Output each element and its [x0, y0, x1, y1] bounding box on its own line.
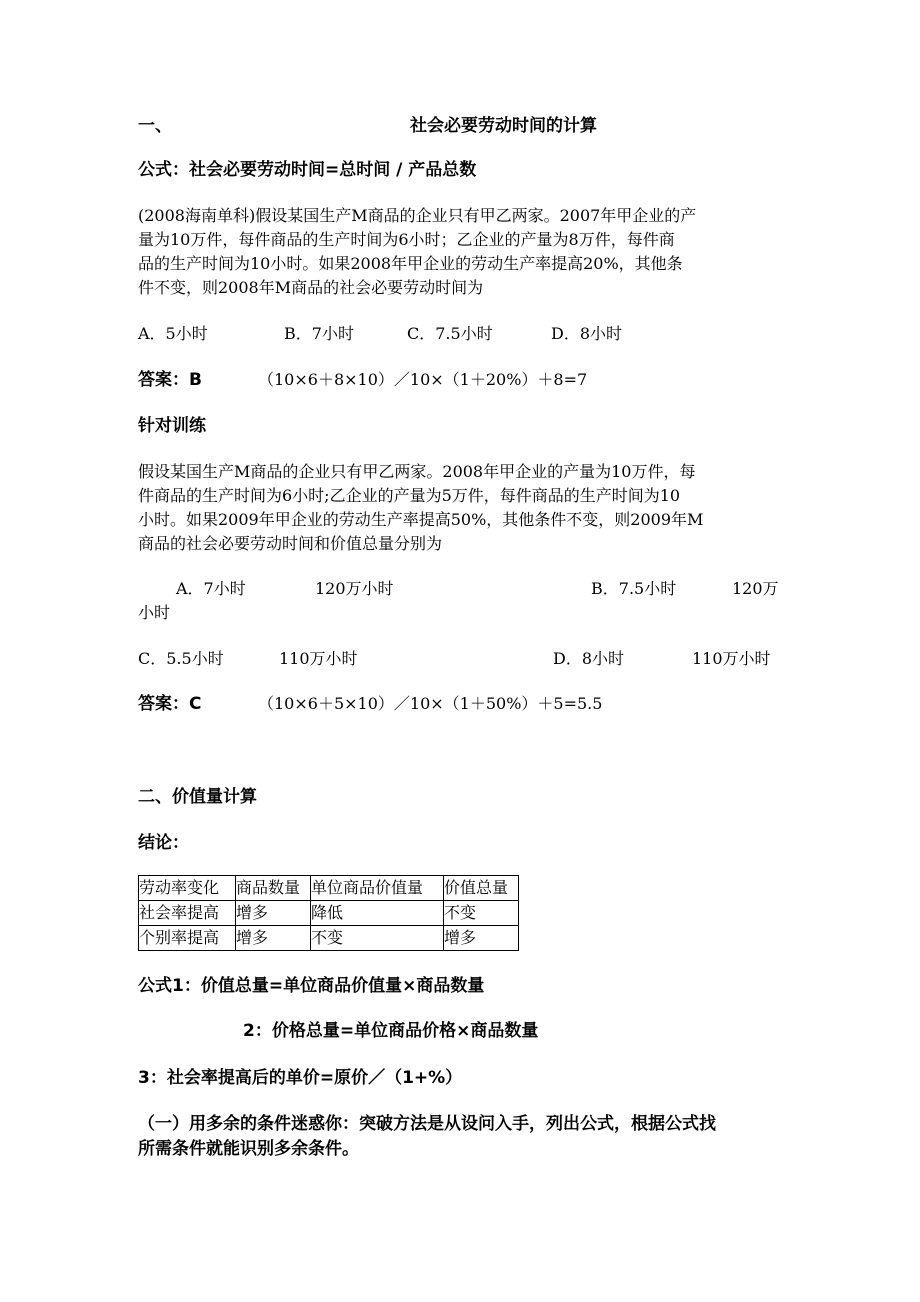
table-header-cell: 单位商品价值量	[311, 876, 444, 901]
section1-number: 一、	[138, 116, 172, 136]
training-option-c-value: 110万小时	[279, 649, 358, 668]
training-question-line-3: 小时。如果2009年甲企业的劳动生产率提高50%，其他条件不变，则2009年M	[138, 510, 704, 529]
section2-title: 二、价值量计算	[138, 787, 257, 807]
option-a: A．5小时	[138, 324, 208, 343]
table-cell: 降低	[311, 901, 444, 926]
training-option-b-time: B．7.5小时	[591, 579, 677, 598]
training-option-d-time: D．8小时	[553, 649, 625, 668]
formula-1: 公式1：价值总量=单位商品价值量×商品数量	[138, 976, 485, 996]
table-cell: 增多	[236, 926, 311, 951]
table-cell: 不变	[444, 901, 519, 926]
answer-label: 答案：B	[138, 370, 202, 390]
table-header-cell: 商品数量	[236, 876, 311, 901]
conclusion-label: 结论：	[138, 833, 189, 853]
option-d: D．8小时	[551, 324, 623, 343]
table-row	[139, 901, 519, 926]
table-cell: 增多	[444, 926, 519, 951]
conclusion-table	[138, 875, 519, 951]
training-question-line-1: 假设某国生产M商品的企业只有甲乙两家。2008年甲企业的产量为10万件，每	[138, 462, 696, 481]
formula-2: 2：价格总量=单位商品价格×商品数量	[243, 1021, 539, 1041]
training-option-a-time: A．7小时	[176, 579, 246, 598]
point1-line-1: （一）用多余的条件迷惑你：突破方法是从设问入手，列出公式，根据公式找	[138, 1114, 716, 1134]
question-line-4: 件不变，则2008年M商品的社会必要劳动时间为	[138, 278, 484, 297]
table-cell: 社会率提高	[139, 901, 236, 926]
training-option-b-value-wrap: 小时	[138, 603, 171, 622]
table-header-cell: 劳动率变化	[139, 876, 236, 901]
training-question-line-2: 件商品的生产时间为6小时;乙企业的产量为5万件，每件商品的生产时间为10	[138, 486, 681, 505]
table-cell: 不变	[311, 926, 444, 951]
table-cell: 个别率提高	[139, 926, 236, 951]
option-b: B．7小时	[284, 324, 354, 343]
training-option-b-value: 120万	[732, 579, 779, 598]
training-option-a-value: 120万小时	[315, 579, 394, 598]
section1-title: 社会必要劳动时间的计算	[410, 116, 597, 136]
question-line-3: 品的生产时间为10小时。如果2008年甲企业的劳动生产率提高20%，其他条	[138, 254, 683, 273]
question-line-1: (2008海南单科)假设某国生产M商品的企业只有甲乙两家。2007年甲企业的产	[138, 206, 697, 225]
table-header-row	[139, 876, 519, 901]
training-answer-formula: （10×6＋5×10）／10×（1＋50%）＋5=5.5	[258, 694, 603, 713]
section1-formula: 公式：社会必要劳动时间=总时间 / 产品总数	[138, 160, 477, 180]
training-answer-label: 答案：C	[138, 694, 202, 714]
question-line-2: 量为10万件，每件商品的生产时间为6小时；乙企业的产量为8万件，每件商	[138, 230, 675, 249]
table-header-cell: 价值总量	[444, 876, 519, 901]
training-option-d-value: 110万小时	[692, 649, 771, 668]
answer-formula: （10×6＋8×10）／10×（1＋20%）＋8=7	[258, 370, 588, 389]
table-cell: 增多	[236, 901, 311, 926]
training-option-c-time: C．5.5小时	[138, 649, 224, 668]
formula-3: 3：社会率提高后的单价=原价／（1+%）	[138, 1068, 463, 1088]
training-question-line-4: 商品的社会必要劳动时间和价值总量分别为	[138, 534, 443, 553]
table-row	[139, 926, 519, 951]
option-c: C．7.5小时	[407, 324, 493, 343]
point1-line-2: 所需条件就能识别多余条件。	[138, 1139, 359, 1159]
training-title: 针对训练	[138, 416, 206, 436]
